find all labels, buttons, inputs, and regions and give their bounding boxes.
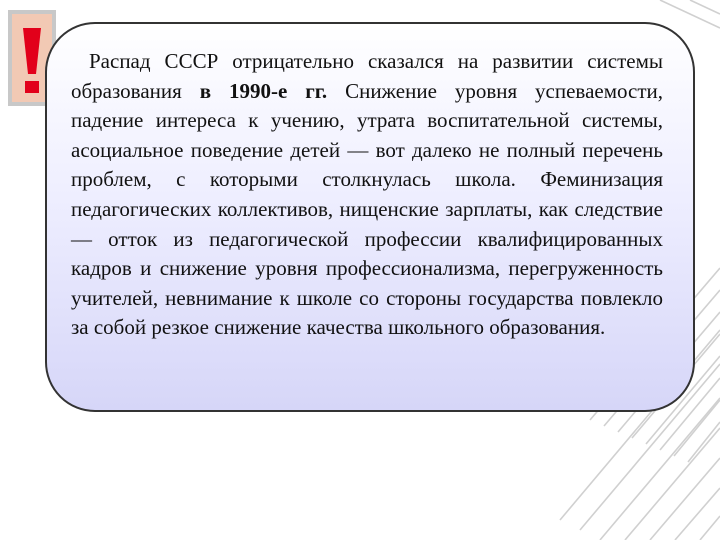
paragraph-text-start: Распад СССР отрицательно сказался на развитии системы образования [71, 49, 663, 103]
paragraph-bold-period: в 1990-е гг. [199, 78, 328, 103]
body-paragraph [71, 47, 663, 343]
paragraph-text-rest: Снижение уровня успеваемости, падение интереса к учению, утрата воспитательной системы, асоциальное поведение детей — вот далеко не полный перечень проблем, с которыми столкнулась школа. Феминизация педагогических коллективов, нищенские зарплаты, как следствие — отток из педагогической профессии квалифицированных кадров и снижение уровня профессионализма, перегруженность учителей, невнимание к школе со стороны государства повлекло за собой резкое снижение качества школьного образования. [71, 78, 664, 340]
